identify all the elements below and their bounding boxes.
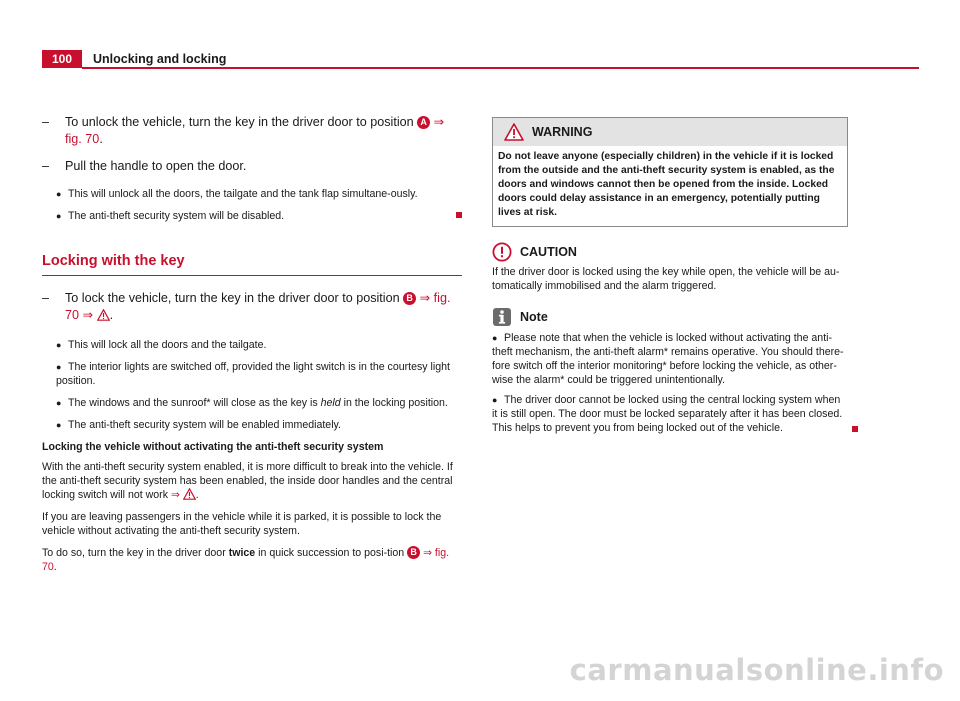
step-dash: – xyxy=(42,115,50,129)
paragraph: If you are leaving passengers in the vehicle while it is parked, it is possible to lock the vehicle without activating the anti-theft security system. xyxy=(42,511,442,537)
list-item-text: The anti-theft security system will be disabled. xyxy=(68,210,285,222)
list-item-text: The anti-theft security system will be enabled immediately. xyxy=(68,419,342,431)
list-item xyxy=(42,396,462,410)
end-of-section-icon xyxy=(456,212,462,218)
page-number: 100 xyxy=(42,50,82,68)
step-dash: – xyxy=(42,159,50,173)
caution-label: CAUTION xyxy=(520,245,577,259)
right-column xyxy=(492,117,848,443)
step-text: Pull the handle to open the door. xyxy=(65,159,247,173)
note-info-icon xyxy=(492,307,512,327)
warning-triangle-icon[interactable] xyxy=(97,309,110,321)
step-open-door xyxy=(42,158,462,175)
watermark: carmanualsonline.info xyxy=(569,653,944,687)
bullet-icon: ● xyxy=(56,420,62,430)
section-heading: Locking with the key xyxy=(42,253,185,269)
warning-header xyxy=(493,118,847,146)
section-rule xyxy=(42,275,462,276)
list-item-text: This will unlock all the doors, the tailgate and the tank flap simultane-ously. xyxy=(68,188,418,200)
end-of-section-icon xyxy=(852,426,858,432)
header-rule xyxy=(82,67,919,69)
paragraph-text: in quick succession to posi-tion xyxy=(258,547,405,559)
chapter-title: Unlocking and locking xyxy=(93,52,227,66)
list-item xyxy=(42,187,462,201)
emphasis-twice: twice xyxy=(228,547,256,559)
warning-label: WARNING xyxy=(532,125,593,139)
paragraph-text: With the anti-theft security system enabled, it is more difficult to break into the vehicle. If the anti-theft security system has been enabled, the inside door handles and the central locking switch will not work xyxy=(42,461,453,501)
step-end: . xyxy=(109,308,114,322)
bullet-icon: ● xyxy=(492,333,498,343)
warning-link[interactable]: ⇒ xyxy=(170,489,180,501)
figure-link[interactable]: ⇒ fig. 70 xyxy=(65,115,445,146)
list-item-text: The interior lights are switched off, provided the light switch is in the courtesy light position. xyxy=(56,361,450,387)
caution-text: If the driver door is locked using the key while open, the vehicle will be au-tomatically immobilised and the alarm triggered. xyxy=(492,266,840,292)
step-end: . xyxy=(99,132,103,146)
list-item xyxy=(42,209,462,223)
bullet-icon: ● xyxy=(56,211,62,221)
paragraph-text: To do so, turn the key in the driver door xyxy=(42,547,226,559)
bullet-icon: ● xyxy=(56,189,62,199)
list-item xyxy=(42,338,462,352)
step-lock xyxy=(42,290,462,324)
caution-header xyxy=(492,242,848,262)
paragraph xyxy=(42,546,462,574)
figure-link[interactable]: ⇒ fig. 70 xyxy=(42,547,450,573)
figure-link[interactable]: ⇒ fig. 70 ⇒ xyxy=(65,291,451,322)
list-item-text: The windows and the sunroof* will close as the key is xyxy=(68,397,318,409)
step-unlock xyxy=(42,114,462,148)
list-item-text: in the locking position. xyxy=(343,397,448,409)
list-item-text: This will lock all the doors and the tailgate. xyxy=(68,339,267,351)
warning-triangle-icon[interactable] xyxy=(183,488,196,500)
bullet-icon: ● xyxy=(56,340,62,350)
emphasis-held: held xyxy=(320,397,341,409)
bullet-icon: ● xyxy=(492,395,498,405)
bullet-icon: ● xyxy=(56,362,62,372)
paragraph-end: . xyxy=(195,489,199,501)
note-label: Note xyxy=(520,310,548,324)
warning-triangle-icon xyxy=(504,123,524,141)
warning-text: Do not leave anyone (especially children) in the vehicle if it is locked from the outside and the anti-theft security system is enabled, as the doors and windows cannot then be opened from the inside. Locked doors could delay assistance in an emergency, potentially putting lives at risk. xyxy=(498,151,835,218)
position-b-marker: B xyxy=(403,292,416,305)
left-column xyxy=(42,114,462,582)
list-item xyxy=(492,331,848,387)
caution-exclamation-icon xyxy=(492,242,512,262)
list-item xyxy=(42,360,462,388)
step-dash: – xyxy=(42,291,50,305)
bullet-icon: ● xyxy=(56,398,62,408)
step-text: To lock the vehicle, turn the key in the driver door to position xyxy=(65,291,400,305)
note-header xyxy=(492,307,848,327)
paragraph xyxy=(42,460,462,502)
position-a-marker: A xyxy=(417,116,430,129)
list-item-text: The driver door cannot be locked using the central locking system when it is still open. The door must be locked separately after it has been closed. This helps to prevent you from being locked out of the vehicle. xyxy=(492,394,843,434)
subheading: Locking the vehicle without activating the anti-theft security system xyxy=(42,441,384,453)
list-item xyxy=(42,418,462,432)
warning-box xyxy=(492,117,848,227)
step-text: To unlock the vehicle, turn the key in the driver door to position xyxy=(65,115,414,129)
list-item-text: Please note that when the vehicle is locked without activating the anti-theft mechanism, the anti-theft alarm* remains operative. You should there-fore switch off the interior monitoring* before locking the vehicle, as other-wise the alarm* could be triggered unintentionally. xyxy=(492,332,844,386)
paragraph-end: . xyxy=(53,561,57,573)
list-item xyxy=(492,393,848,435)
position-b-marker: B xyxy=(407,546,420,559)
